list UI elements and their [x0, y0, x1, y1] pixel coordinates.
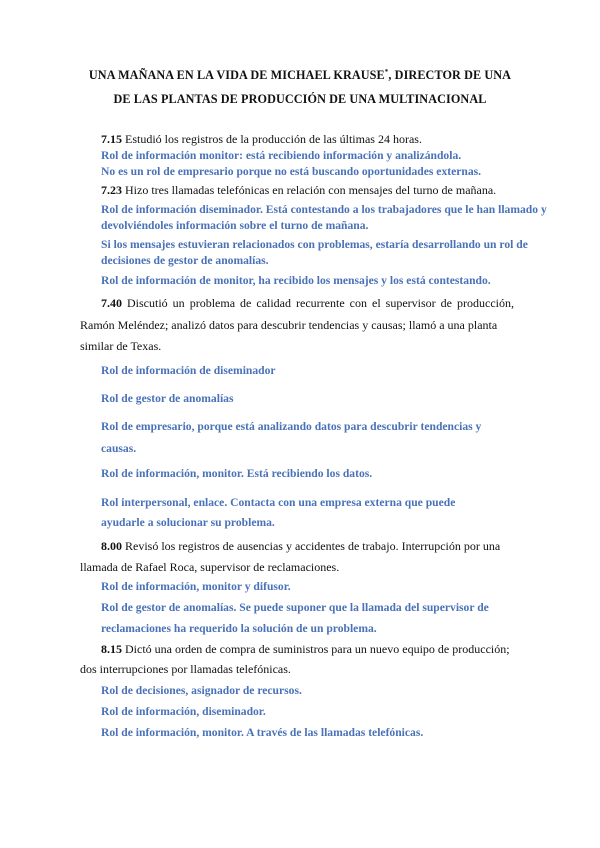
role-note: Rol de información de monitor, ha recibido los mensajes y los está contestando. — [101, 274, 491, 287]
role-note: Rol de información diseminador. Está contestando a los trabajadores que le han llamado y — [101, 203, 547, 216]
role-note: No es un rol de empresario porque no está buscando oportunidades externas. — [101, 165, 482, 178]
entry-time: 7.40 — [101, 296, 122, 310]
entry-text: Estudió los registros de la producción de las últimas 24 horas. — [122, 132, 422, 146]
role-note: Rol interpersonal, enlace. Contacta con una empresa externa que puede — [101, 496, 456, 509]
entry-text: Hizo tres llamadas telefónicas en relación con mensajes del turno de mañana. — [122, 183, 497, 197]
entry-time: 8.00 — [101, 539, 122, 553]
entry-8-00 — [101, 539, 500, 554]
role-note: Rol de gestor de anomalías. Se puede suponer que la llamada del supervisor de — [101, 601, 489, 614]
role-note: Rol de información de diseminador — [101, 364, 276, 377]
role-note: Rol de información monitor: está recibiendo información y analizándola. — [101, 149, 462, 162]
role-note: Rol de gestor de anomalías — [101, 392, 234, 405]
role-note: ayudarle a solucionar su problema. — [101, 516, 275, 529]
role-note: decisiones de gestor de anomalías. — [101, 254, 269, 267]
role-note: Rol de información, monitor. Está recibiendo los datos. — [101, 467, 373, 480]
entry-text: Discutió un problema de calidad recurrente con el supervisor de producción, — [122, 296, 514, 310]
footnote-mark: * — [384, 68, 389, 76]
role-note: Rol de empresario, porque está analizando datos para descubrir tendencias y — [101, 420, 482, 433]
entry-7-15 — [101, 132, 422, 147]
entry-text-continued: Ramón Meléndez; analizó datos para descubrir tendencias y causas; llamó a una planta — [80, 318, 498, 332]
entry-7-23 — [101, 183, 496, 198]
role-note: Rol de información, monitor y difusor. — [101, 580, 291, 593]
entry-text: Revisó los registros de ausencias y accidentes de trabajo. Interrupción por una — [122, 539, 501, 553]
entry-time: 7.23 — [101, 183, 122, 197]
entry-8-15 — [101, 642, 510, 657]
entry-time: 8.15 — [101, 642, 122, 656]
role-note: Rol de información, monitor. A través de las llamadas telefónicas. — [101, 726, 424, 739]
entry-text-continued: llamada de Rafael Roca, supervisor de reclamaciones. — [80, 560, 340, 574]
role-note: reclamaciones ha requerido la solución de un problema. — [101, 622, 377, 635]
entry-text-continued: similar de Texas. — [80, 339, 162, 353]
entry-text-continued: dos interrupciones por llamadas telefónicas. — [80, 662, 291, 676]
document-title-line-1: UNA MAÑANA EN LA VIDA DE MICHAEL KRAUSE*, DIRECTOR DE UNA — [88, 68, 512, 83]
document-title-line-2: DE LAS PLANTAS DE PRODUCCIÓN DE UNA MULTINACIONAL — [113, 92, 487, 106]
role-note: devolviéndoles información sobre el turno de mañana. — [101, 219, 369, 232]
role-note: Rol de decisiones, asignador de recursos. — [101, 684, 302, 697]
role-note: Rol de información, diseminador. — [101, 705, 266, 718]
role-note: causas. — [101, 442, 137, 455]
role-note: Si los mensajes estuvieran relacionados con problemas, estaría desarrollando un rol de — [101, 238, 528, 251]
entry-7-40 — [101, 296, 514, 311]
entry-text: Dictó una orden de compra de suministros para un nuevo equipo de producción; — [122, 642, 510, 656]
entry-time: 7.15 — [101, 132, 122, 146]
